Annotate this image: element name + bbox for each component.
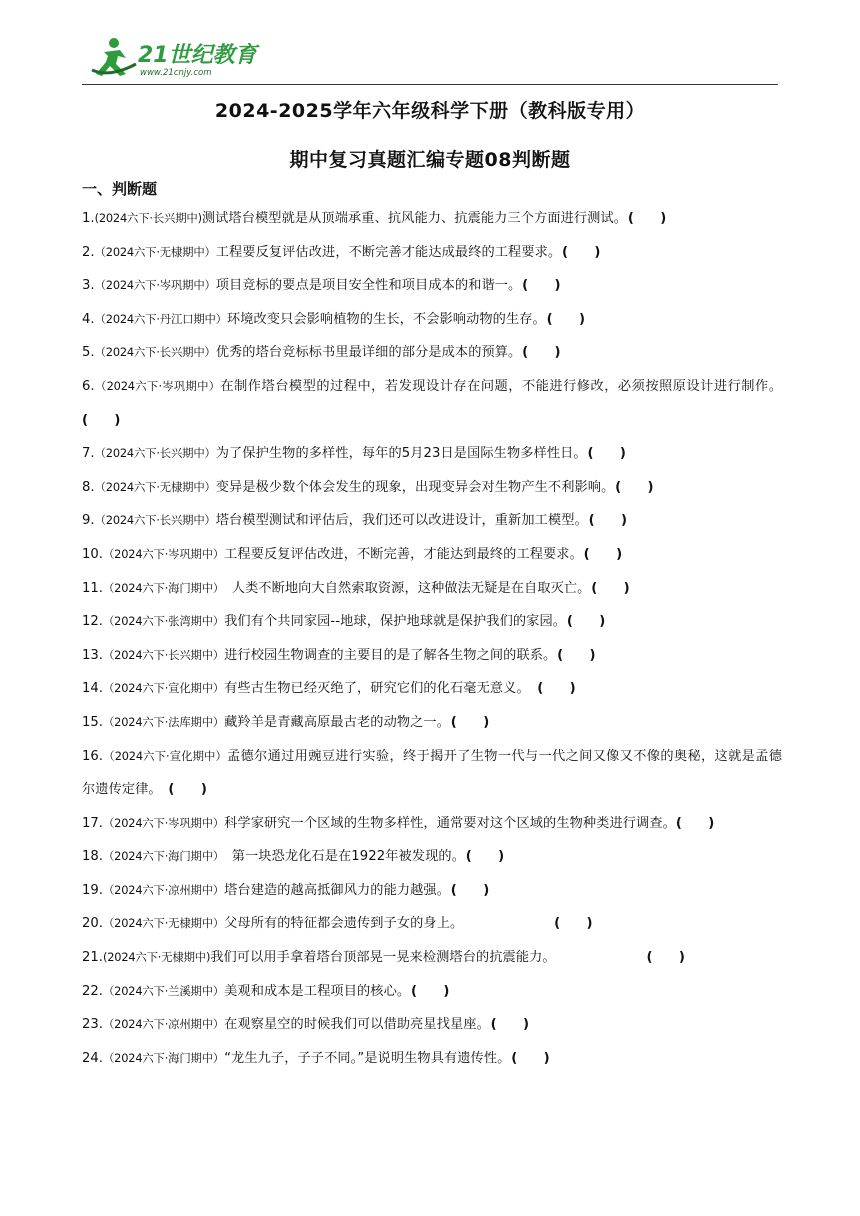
question-text: 进行校园生物调查的主要目的是了解各生物之间的联系。 [224,647,557,663]
question-number: 17. [82,815,103,831]
question-source: （2024六下·法库期中） [102,714,225,729]
question-source: （2024六下·长兴期中） [102,647,225,662]
question-source: （2024六下·海门期中） [102,849,219,864]
question-item [82,572,782,606]
answer-parentheses: ( ) [627,211,667,226]
question-text: 工程要反复评估改进，不断完善才能达成最终的工程要求。 [215,244,562,260]
question-number: 3. [82,278,95,294]
question-number: 4. [82,311,95,327]
question-item [82,840,782,874]
answer-parentheses: ( ) [591,580,630,596]
question-item [82,907,782,941]
question-item [82,1008,782,1042]
question-source: （2024六下·岑巩期中） [102,815,225,830]
question-item [82,975,782,1009]
question-source: （2024六下·岑巩期中） [94,278,216,293]
question-source: （2024六下·海门期中） [102,580,219,595]
answer-parentheses: ( ) [587,446,626,462]
question-text: 人类不断地向大自然索取资源，这种做法无疑是在自取灭亡。 [218,580,591,596]
question-source: （2024六下·岑巩期中） [94,378,221,393]
question-text: 孟德尔通过用豌豆进行实验，终于揭开了生物一代与一代之间又像又不像的奥秘，这就是孟德尔遗传定律。 [82,748,782,798]
answer-parentheses: ( ) [546,311,586,327]
question-source: （2024六下·无棣期中） [102,916,225,931]
question-source: （2024六下·岑巩期中） [102,546,225,561]
question-item [82,370,782,437]
question-item [82,807,782,841]
logo-url-text: www.21cnjy.com [140,68,212,78]
question-source: （2024六下·张湾期中） [102,614,225,629]
answer-parentheses: ( ) [675,815,715,831]
section-heading: 一、判断题 [82,180,158,198]
question-text: 塔台建造的越高抵御风力的能力越强。 [224,882,451,898]
question-item [82,538,782,572]
document-title: 2024-2025学年六年级科学下册（教科版专用） [214,100,646,122]
question-text: 环境改变只会影响植物的生长，不会影响动物的生存。 [226,311,546,327]
question-number: 18. [82,849,103,865]
question-text: 项目竞标的要点是项目安全性和项目成本的和谐一。 [215,278,522,294]
question-number: 22. [82,983,103,999]
answer-parentheses: ( ) [450,882,490,898]
question-source: （2024六下·宣化期中） [102,681,225,696]
question-text: 测试塔台模型就是从顶端承重、抗风能力、抗震能力三个方面进行测试。 [201,211,628,226]
question-item [82,672,782,706]
question-number: 1. [82,211,95,226]
page-header [82,34,778,86]
21cnjy-logo [90,34,260,80]
question-source: （2024六下·宣化期中） [102,748,227,763]
answer-parentheses: ( ) [511,1050,550,1066]
question-item [82,1042,782,1076]
answer-parentheses: ( ) [554,916,593,932]
question-source: （2024六下·长兴期中） [94,513,216,528]
question-number: 16. [82,748,103,764]
question-text: 我们有个共同家园--地球，保护地球就是保护我们的家园。 [224,614,567,630]
question-text: 父母所有的特征都会遗传到子女的身上。 [224,916,464,932]
document-subtitle: 期中复习真题汇编专题08判断题 [289,149,571,171]
question-number: 14. [82,681,103,697]
question-item [82,740,782,807]
question-number: 5. [82,345,95,361]
answer-parentheses: ( ) [583,546,623,562]
question-item [82,236,782,270]
question-text: 塔台模型测试和评估后，我们还可以改进设计，重新加工模型。 [215,513,588,529]
question-number: 20. [82,916,103,932]
answer-parentheses: ( ) [522,345,561,361]
question-text: “龙生九子，子子不同。”是说明生物具有遗传性。 [224,1050,511,1066]
question-source: （2024六下·长兴期中） [94,345,216,360]
question-item [82,303,782,337]
question-number: 12. [82,614,103,630]
question-item [82,605,782,639]
answer-parentheses: ( ) [410,983,450,999]
answer-parentheses: ( ) [566,614,606,630]
question-text: 变异是极少数个体会发生的现象，出现变异会对生物产生不利影响。 [215,479,615,495]
answer-parentheses: ( ) [537,681,576,697]
question-source: （2024六下·丹江口期中） [94,311,227,326]
question-item [82,269,782,303]
question-text: 藏羚羊是青藏高原最古老的动物之一。 [224,714,451,730]
question-source: (2024六下·无棣期中) [102,950,211,965]
question-item [82,706,782,740]
question-text: 我们可以用手拿着塔台顶部晃一晃来检测塔台的抗震能力。 [210,950,556,966]
question-item [82,471,782,505]
answer-parentheses: ( ) [168,782,207,798]
question-number: 10. [82,546,103,562]
logo-text: 21世纪教育 [138,43,257,68]
question-item [82,639,782,673]
question-source: （2024六下·长兴期中） [94,446,216,461]
question-text: 第一块恐龙化石是在1922年被发现的。 [218,849,465,865]
question-source: （2024六下·凉州期中） [102,1017,225,1032]
question-number: 13. [82,647,103,663]
answer-parentheses: ( ) [588,513,628,529]
question-source: （2024六下·无棣期中） [94,479,216,494]
answer-parentheses: ( ) [522,278,561,294]
answer-parentheses: ( ) [465,849,505,865]
question-source: （2024六下·兰溪期中） [102,983,225,998]
question-number: 6. [82,378,95,394]
question-item [82,437,782,471]
question-number: 15. [82,714,103,730]
question-source: （2024六下·凉州期中） [102,882,225,897]
answer-parentheses: ( ) [562,244,601,260]
question-number: 19. [82,882,103,898]
question-number: 23. [82,1017,103,1033]
answer-parentheses: ( ) [557,647,596,663]
question-number: 7. [82,446,95,462]
header-divider [82,84,778,85]
question-list [82,202,782,1075]
answer-parentheses: ( ) [450,714,490,730]
answer-parentheses: ( ) [490,1017,530,1033]
question-item [82,202,782,236]
question-text: 有些古生物已经灭绝了，研究它们的化石毫无意义。 [224,681,537,697]
question-item [82,336,782,370]
question-item [82,941,782,975]
question-number: 9. [82,513,95,529]
question-text: 工程要反复评估改进，不断完善，才能达到最终的工程要求。 [224,546,583,562]
answer-parentheses: ( ) [615,479,654,495]
question-text: 优秀的塔台竞标标书里最详细的部分是成本的预算。 [215,345,522,361]
question-number: 11. [82,580,103,596]
answer-parentheses: ( ) [82,412,121,428]
question-text: 在制作塔台模型的过程中，若发现设计存在问题，不能进行修改，必须按照原设计进行制作。 [220,378,782,394]
question-number: 21. [82,950,103,966]
question-text: 在观察星空的时候我们可以借助亮星找星座。 [224,1017,490,1033]
question-text: 为了保护生物的多样性，每年的5月23日是国际生物多样性日。 [215,446,587,462]
question-text: 美观和成本是工程项目的核心。 [224,983,411,999]
question-item [82,874,782,908]
question-number: 2. [82,244,95,260]
question-number: 24. [82,1050,103,1066]
answer-parentheses: ( ) [646,950,685,966]
question-source: （2024六下·无棣期中） [94,244,216,259]
question-item [82,504,782,538]
question-source: （2024六下·海门期中） [102,1050,225,1065]
question-text: 科学家研究一个区域的生物多样性，通常要对这个区域的生物种类进行调查。 [224,815,676,831]
question-number: 8. [82,479,95,495]
question-source: (2024六下·长兴期中) [94,211,202,225]
